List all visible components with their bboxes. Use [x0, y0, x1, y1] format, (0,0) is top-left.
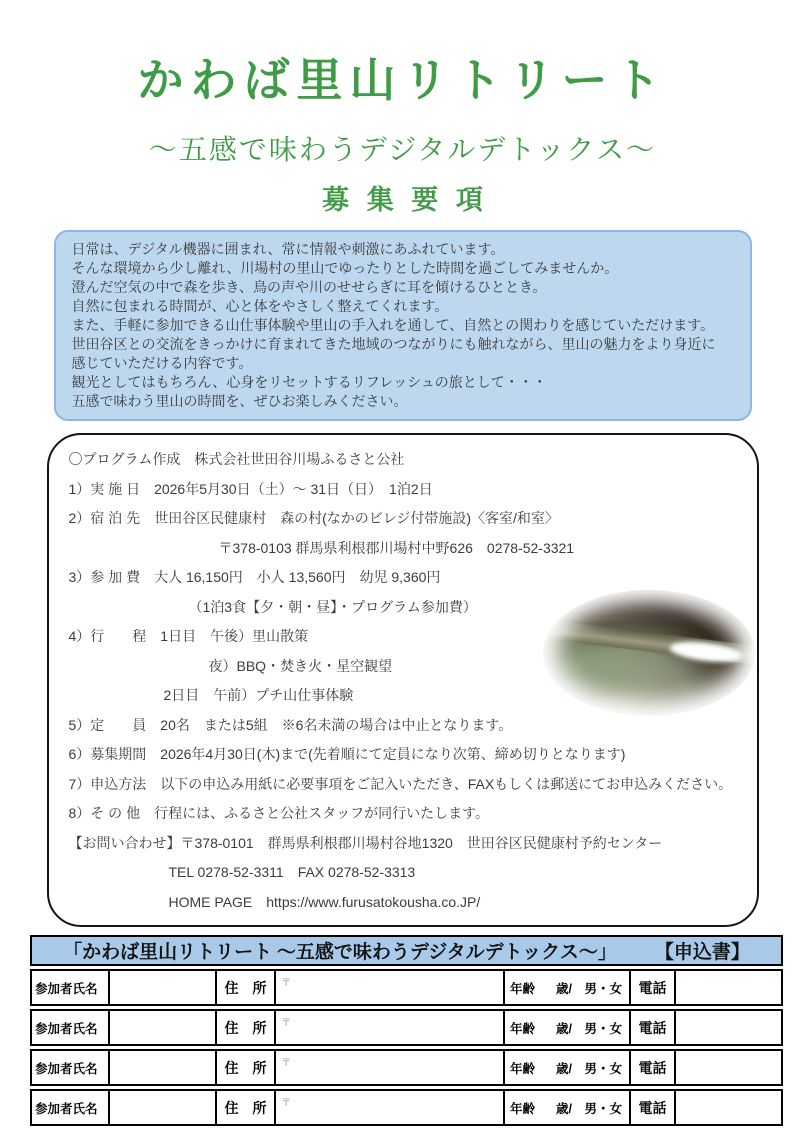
- form-title: 「かわば里山リトリート ～五感で味わうデジタルデトックス～」: [63, 942, 617, 963]
- age-gender-cell[interactable]: [505, 1051, 631, 1084]
- age-gender-options: 歳/ 男・女: [556, 1061, 622, 1076]
- program-itinerary-day1-line: 4）行 程 1日目 午後）里山散策: [68, 628, 309, 644]
- phone-input[interactable]: [676, 971, 781, 1004]
- address-label: 住 所: [217, 1051, 276, 1084]
- photo-soft-edge: [541, 588, 757, 718]
- age-label: 年齢: [510, 1021, 536, 1036]
- phone-input[interactable]: [676, 1011, 781, 1044]
- age-gender-cell[interactable]: [505, 1011, 631, 1044]
- intro-box: [54, 230, 752, 421]
- contact-address-line: 【お問い合わせ】〒378-0101 群馬県利根郡川場村谷地1320 世田谷区民健康村予約センター: [68, 834, 663, 851]
- intro-line: 感じていただける内容です。: [71, 355, 253, 371]
- phone-label: 電話: [631, 971, 676, 1004]
- postal-mark: 〒: [281, 978, 291, 989]
- form-row: [30, 1009, 783, 1046]
- age-gender-options: 歳/ 男・女: [556, 981, 622, 996]
- age-label: 年齢: [510, 981, 536, 996]
- participant-name-input[interactable]: [110, 1091, 217, 1124]
- age-label: 年齢: [510, 1101, 536, 1116]
- postal-mark: 〒: [281, 1018, 291, 1029]
- program-period-line: 6）募集期間 2026年4月30日(木)まで(先着順にて定員になり次第、締め切りとなります): [68, 746, 626, 762]
- program-itinerary-night-line: 夜）BBQ・焚き火・星空観望: [208, 657, 393, 674]
- postal-mark: 〒: [281, 1058, 291, 1069]
- address-input[interactable]: [276, 1051, 505, 1084]
- program-fee-line: 3）参 加 費 大人 16,150円 小人 13,560円 幼児 9,360円: [68, 569, 441, 585]
- program-date-line: 1）実 施 日 2026年5月30日（土）～ 31日（日） 1泊2日: [68, 480, 433, 497]
- age-gender-options: 歳/ 男・女: [556, 1021, 622, 1036]
- intro-line: 自然に包まれる時間が、心と体をやさしく整えてくれます。: [71, 298, 449, 314]
- contact-tel-fax-line: TEL 0278-52-3311 FAX 0278-52-3313: [168, 864, 416, 880]
- contact-homepage-line: HOME PAGE https://www.furusatokousha.co.JP/: [168, 893, 481, 910]
- program-maker-line: 〇プログラム作成 株式会社世田谷川場ふるさと公社: [68, 451, 405, 467]
- intro-line: そんな環境から少し離れ、川場村の里山でゆったりとした時間を過ごしてみませんか。: [71, 260, 619, 276]
- intro-line: 観光としてはもちろん、心身をリセットするリフレッシュの旅として・・・: [71, 374, 547, 390]
- participant-name-label: 参加者氏名: [32, 1091, 110, 1124]
- address-label: 住 所: [217, 1011, 276, 1044]
- address-label: 住 所: [217, 971, 276, 1004]
- page-subtitle: ～五感で味わうデジタルデトックス～: [148, 135, 657, 166]
- phone-label: 電話: [631, 1011, 676, 1044]
- participant-name-label: 参加者氏名: [32, 971, 110, 1004]
- age-gender-cell[interactable]: [505, 1091, 631, 1124]
- phone-input[interactable]: [676, 1091, 781, 1124]
- participant-name-input[interactable]: [110, 1011, 217, 1044]
- phone-input[interactable]: [676, 1051, 781, 1084]
- age-gender-cell[interactable]: [505, 971, 631, 1004]
- program-application-method-line: 7）申込方法 以下の申込み用紙に必要事項をご記入いただき、FAXもしくは郵送にてお申込みください。: [68, 775, 733, 792]
- program-fee-detail-line: （1泊3食【夕・朝・昼】・プログラム参加費）: [188, 598, 477, 615]
- intro-line: 日常は、デジタル機器に囲まれ、常に情報や刺激にあふれています。: [71, 241, 505, 257]
- address-input[interactable]: [276, 971, 505, 1004]
- address-label: 住 所: [217, 1091, 276, 1124]
- forestry-saw-photo: [543, 590, 755, 716]
- program-capacity-line: 5）定 員 20名 または5組 ※6名未満の場合は中止となります。: [68, 716, 513, 733]
- participant-name-label: 参加者氏名: [32, 1011, 110, 1044]
- participant-name-input[interactable]: [110, 971, 217, 1004]
- program-lodging-line: 2）宿 泊 先 世田谷区民健康村 森の村(なかのビレジ付帯施設)〈客室/和室〉: [68, 510, 559, 526]
- intro-line: また、手軽に参加できる山仕事体験や里山の手入れを通して、自然との関わりを感じていただけます。: [71, 317, 715, 333]
- participant-name-input[interactable]: [110, 1051, 217, 1084]
- postal-mark: 〒: [281, 1098, 291, 1109]
- program-box: [47, 433, 759, 927]
- intro-line: 五感で味わう里山の時間を、ぜひお楽しみください。: [71, 393, 408, 409]
- form-row: [30, 969, 783, 1006]
- intro-line: 澄んだ空気の中で森を歩き、鳥の声や川のせせらぎに耳を傾けるひととき。: [71, 279, 547, 295]
- participant-name-label: 参加者氏名: [32, 1051, 110, 1084]
- address-input[interactable]: [276, 1011, 505, 1044]
- age-label: 年齢: [510, 1061, 536, 1076]
- form-header: [30, 935, 783, 966]
- phone-label: 電話: [631, 1051, 676, 1084]
- recruitment-heading: 募集要項: [322, 185, 501, 215]
- application-form: [30, 935, 783, 1126]
- intro-line: 世田谷区との交流をきっかけに育まれてきた地域のつながりにも触れながら、里山の魅力をより身近に: [71, 336, 716, 352]
- form-badge: 【申込書】: [654, 942, 750, 963]
- program-itinerary-day2-line: 2日目 午前）プチ山仕事体験: [163, 687, 354, 703]
- form-row: [30, 1049, 783, 1086]
- program-other-line: 8）そ の 他 行程には、ふるさと公社スタッフが同行いたします。: [68, 805, 489, 821]
- program-lodging-address-line: 〒378-0103 群馬県利根郡川場村中野626 0278-52-3321: [218, 539, 575, 556]
- page-title: かわば里山リトリート: [137, 55, 668, 106]
- address-input[interactable]: [276, 1091, 505, 1124]
- phone-label: 電話: [631, 1091, 676, 1124]
- form-row: [30, 1089, 783, 1126]
- age-gender-options: 歳/ 男・女: [556, 1101, 622, 1116]
